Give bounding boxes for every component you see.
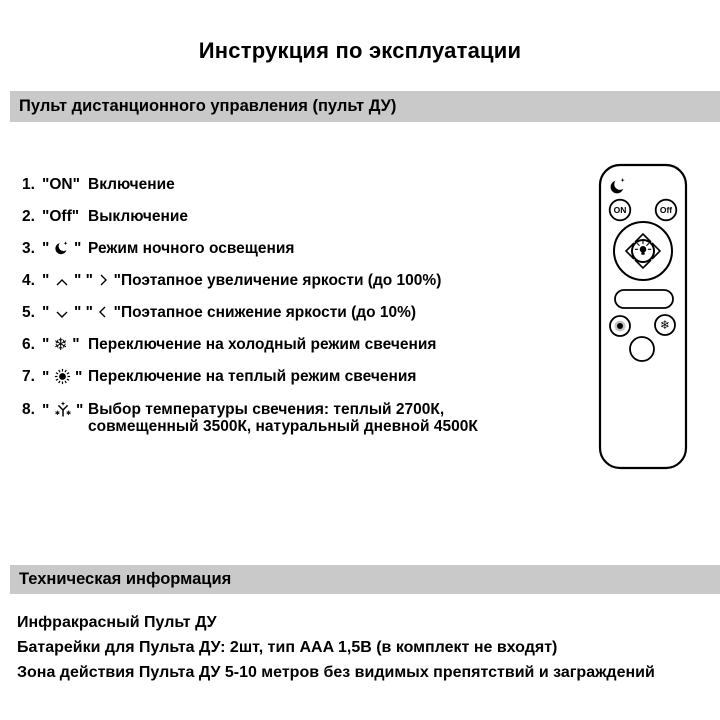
section-header-remote: Пульт дистанционного управления (пульт ДУ) [10, 91, 720, 122]
item-symbols: "ON" [42, 176, 80, 193]
item-text: Поэтапное увеличение яркости (до 100%) [120, 272, 442, 289]
item-symbols: " " " " [42, 304, 121, 321]
item-number: 5. [22, 304, 35, 321]
chevron-left-icon [97, 304, 109, 320]
warm-mode-button [610, 316, 630, 336]
on-button [610, 200, 631, 221]
item-symbols: "Off" [42, 208, 80, 225]
sun-icon [54, 368, 71, 385]
item-number: 1. [22, 176, 35, 193]
list-item [22, 368, 587, 386]
remote-functions-list [22, 176, 587, 450]
remote-illustration [586, 158, 696, 478]
svg-text:ON: ON [613, 205, 627, 215]
tech-line-remote-type: Инфракрасный Пульт ДУ [17, 614, 217, 631]
snowflake-icon: ❄ [53, 335, 68, 355]
list-item [22, 176, 587, 193]
item-text: Включение [88, 176, 175, 193]
list-item [22, 272, 587, 289]
item-text: Режим ночного освещения [88, 240, 295, 257]
item-text: Выбор температуры свечения: теплый 2700К, совмещенный 3500К, натуральный дневной 4500К [88, 401, 478, 435]
list-item [22, 240, 587, 257]
list-item [22, 208, 587, 225]
item-symbols: " " [42, 369, 83, 386]
item-number: 2. [22, 208, 35, 225]
item-number: 6. [22, 336, 35, 353]
item-number: 8. [22, 401, 35, 418]
page-title: Инструкция по эксплуатации [198, 38, 522, 63]
snowflake-icon: ❄ [659, 318, 671, 333]
chevron-right-icon [97, 272, 109, 288]
item-text: Выключение [88, 208, 189, 225]
section-header-tech: Техническая информация [10, 565, 720, 594]
item-symbols: " " [42, 402, 84, 419]
list-item [22, 401, 587, 435]
item-number: 7. [22, 368, 35, 385]
cold-mode-button [655, 315, 675, 335]
temp-select-button [630, 337, 654, 361]
off-button [656, 200, 677, 221]
tech-line-batteries: Батарейки для Пульта ДУ: 2шт, тип AAA 1,5В (в комплект не входят) [17, 639, 558, 656]
temp-select-icon [54, 401, 72, 418]
tech-info [17, 614, 655, 689]
item-text-continued: совмещенный 3500К, натуральный дневной 4500К [88, 418, 478, 435]
item-text: Поэтапное снижение яркости (до 10%) [120, 304, 417, 321]
pill-button [615, 290, 673, 308]
svg-text:Off: Off [659, 205, 673, 215]
chevron-up-icon [54, 276, 70, 288]
item-text: Переключение на теплый режим свечения [88, 368, 417, 385]
list-item [22, 304, 587, 321]
item-symbols: " " [42, 240, 82, 257]
item-symbols: " " " " [42, 272, 121, 289]
item-symbols: " ❄ " [42, 335, 80, 355]
item-number: 4. [22, 272, 35, 289]
list-item [22, 336, 587, 353]
moon-icon [54, 240, 70, 256]
chevron-down-icon [54, 308, 70, 320]
item-text: Переключение на холодный режим свечения [88, 336, 437, 353]
tech-line-range: Зона действия Пульта ДУ 5-10 метров без видимых препятствий и заграждений [17, 664, 655, 681]
item-number: 3. [22, 240, 35, 257]
